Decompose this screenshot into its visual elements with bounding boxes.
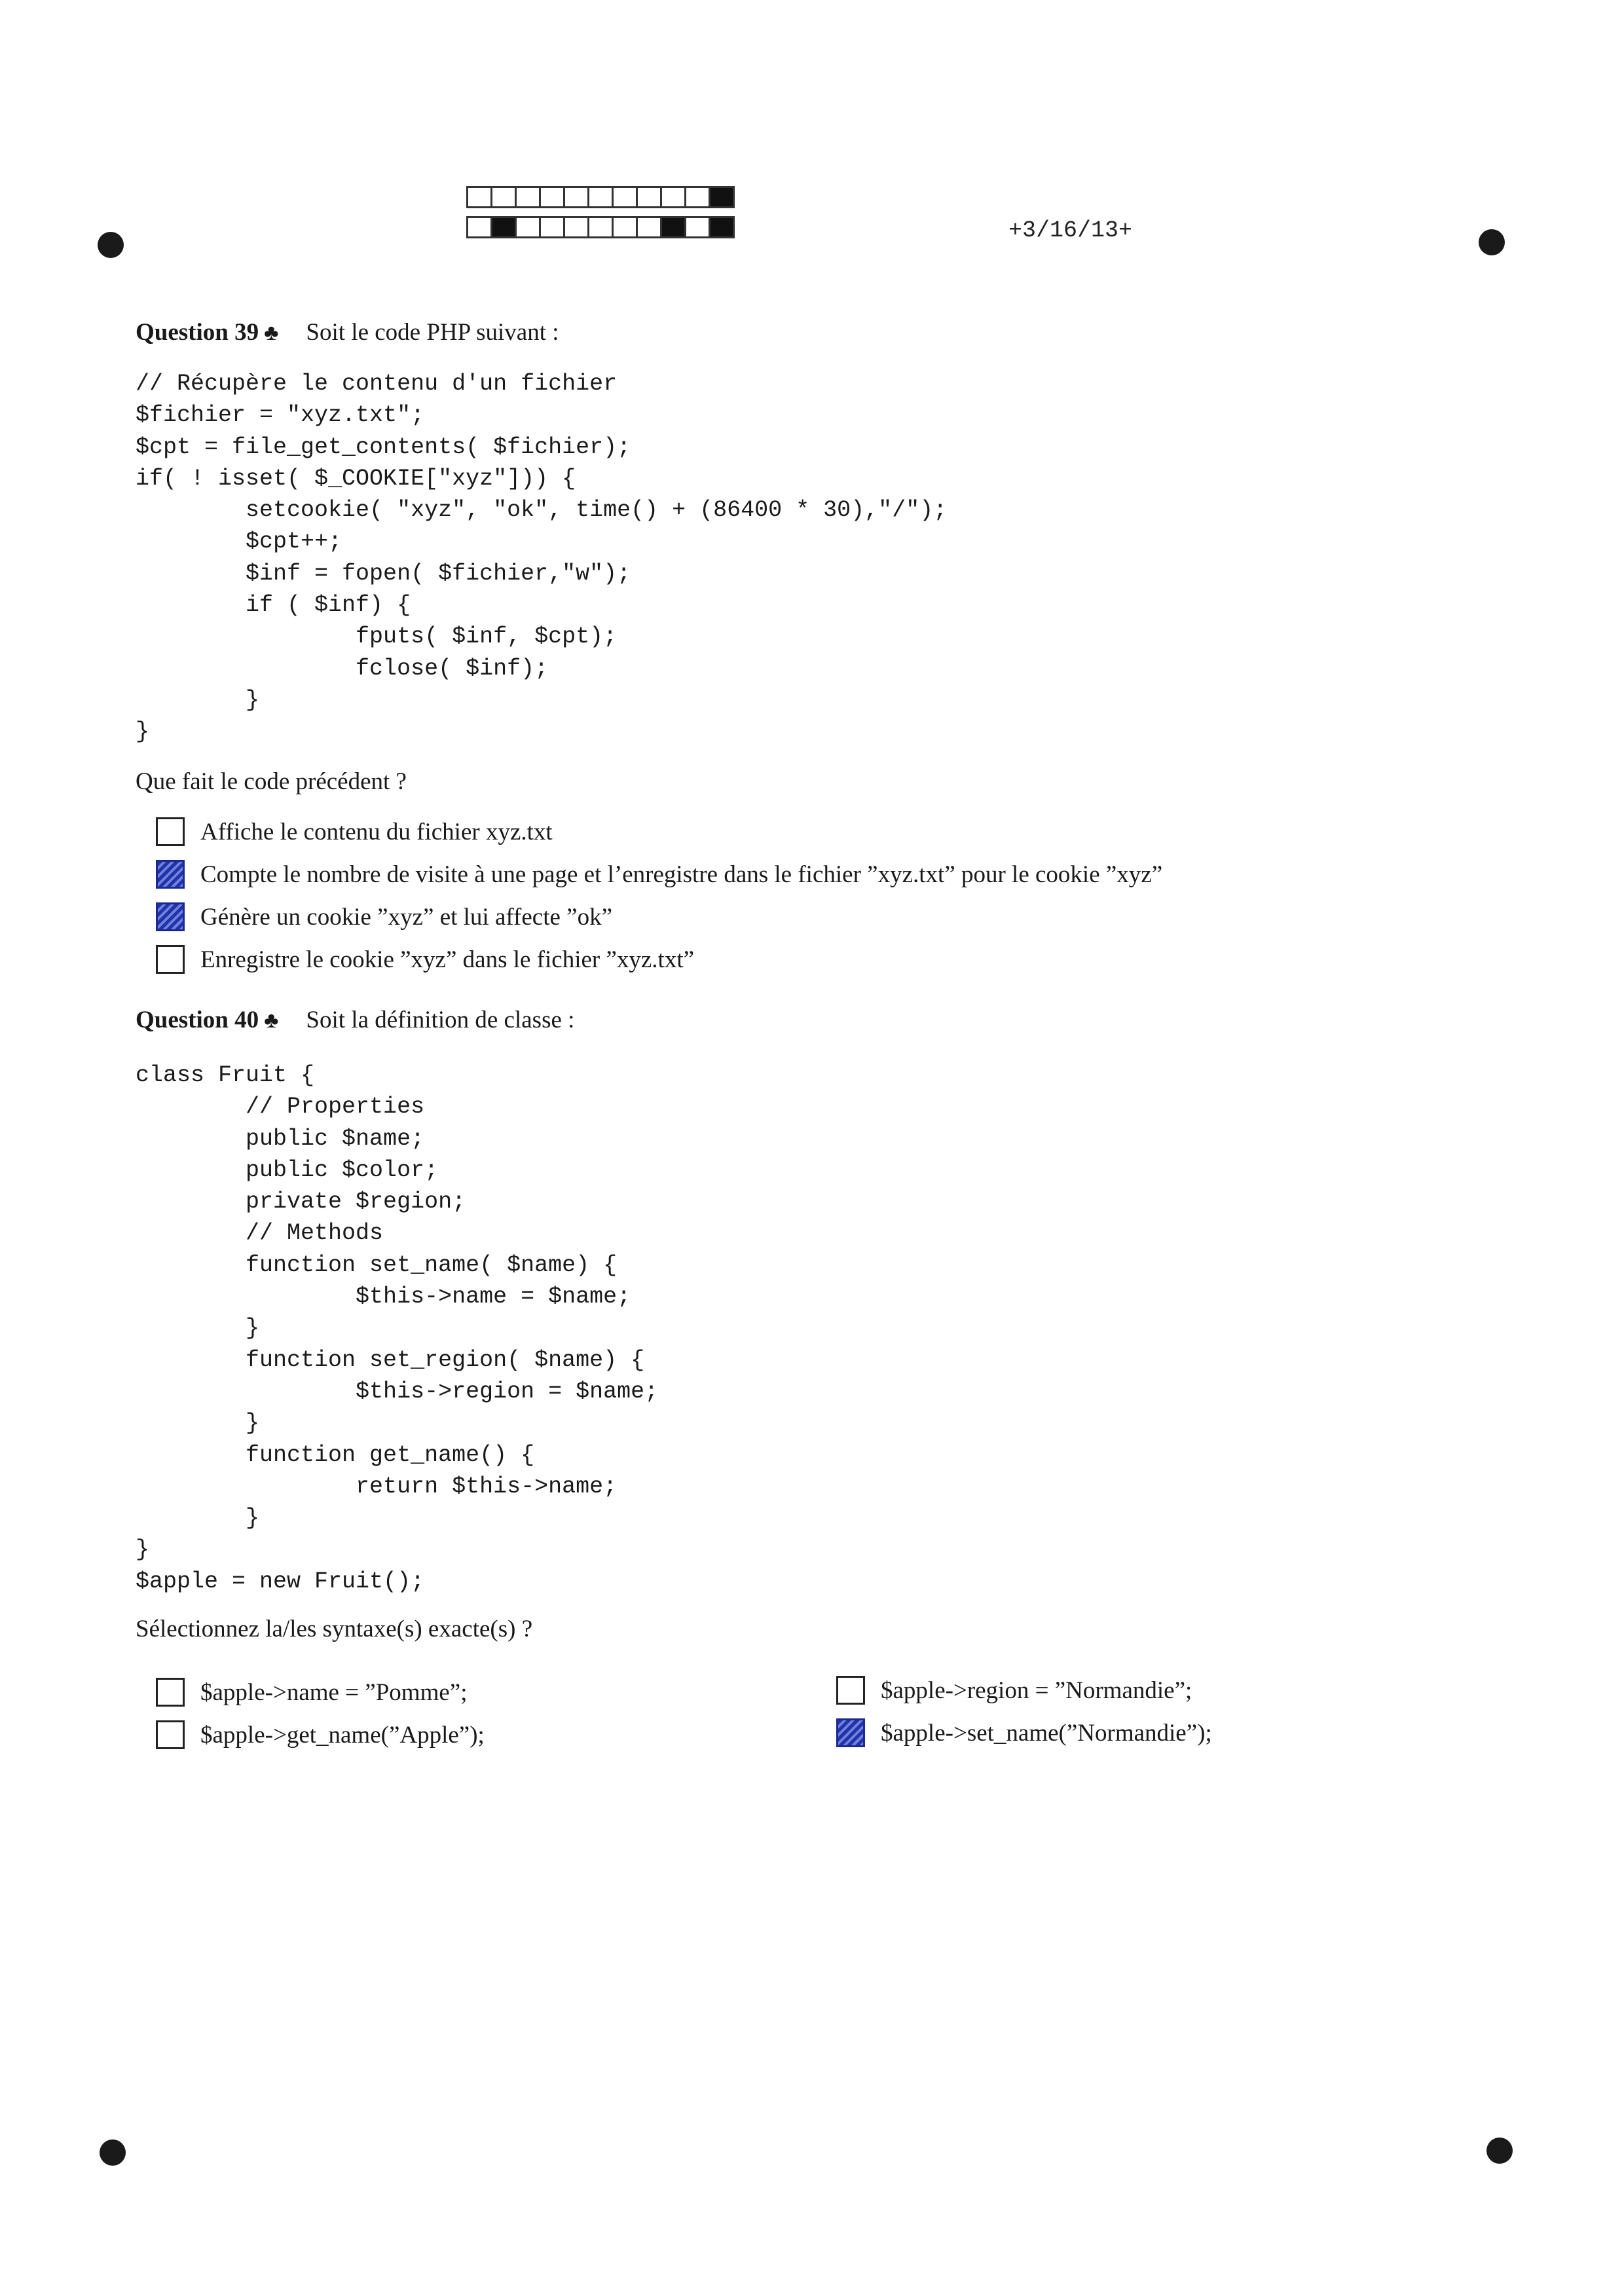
registration-mark-bottom-left xyxy=(100,2139,126,2166)
q40-option-3[interactable] xyxy=(836,1676,1192,1705)
q39-option-1-checkbox[interactable] xyxy=(156,817,185,846)
barcode-cell xyxy=(587,216,614,238)
barcode-cell xyxy=(563,216,589,238)
barcode-cell xyxy=(563,186,589,208)
question-40-label: Question 40 xyxy=(136,1007,259,1033)
club-icon: ♣ xyxy=(264,1009,279,1033)
q40-option-4-label: $apple->set_name(”Normandie”); xyxy=(881,1719,1212,1747)
question-39-header xyxy=(136,318,559,346)
q39-option-3-checkbox[interactable] xyxy=(156,902,185,931)
q39-option-4-checkbox[interactable] xyxy=(156,945,185,974)
q39-option-2-label: Compte le nombre de visite à une page et l’enregistre dans le fichier ”xyz.txt” pour le cookie ”xyz” xyxy=(200,861,1163,888)
barcode-cell xyxy=(612,186,638,208)
q39-option-2[interactable] xyxy=(156,860,1162,889)
q40-option-2-checkbox[interactable] xyxy=(156,1720,185,1749)
barcode-cell xyxy=(709,216,735,238)
question-39-code: // Récupère le contenu d'un fichier $fichier = "xyz.txt"; $cpt = file_get_contents( $fichier); if( ! isset( $_COOKIE["xyz"])) { setcookie( "xyz", "ok", time() + (86400 * 30),"/"); $cpt++; $inf = fopen( $fichier,"w"); if ( $inf) { fputs( $inf, $cpt); fclose( $inf); } } xyxy=(136,371,948,745)
question-40-prompt: Sélectionnez la/les syntaxe(s) exacte(s) ? xyxy=(136,1616,533,1642)
barcode-top-row xyxy=(466,186,733,208)
barcode-cell xyxy=(660,216,686,238)
q40-option-2[interactable] xyxy=(156,1720,485,1749)
q39-option-4[interactable] xyxy=(156,945,694,974)
barcode-cell xyxy=(587,186,614,208)
barcode-cell xyxy=(612,216,638,238)
barcode-cell xyxy=(466,216,492,238)
q40-option-3-label: $apple->region = ”Normandie”; xyxy=(881,1676,1192,1704)
q39-option-1[interactable] xyxy=(156,817,553,846)
barcode-cell xyxy=(466,186,492,208)
barcode-cell xyxy=(684,186,710,208)
q40-option-2-label: $apple->get_name(”Apple”); xyxy=(200,1721,485,1749)
barcode-cell xyxy=(636,186,662,208)
q39-option-2-checkbox[interactable] xyxy=(156,860,185,889)
barcode-cell xyxy=(660,186,686,208)
page-identifier: +3/16/13+ xyxy=(1008,217,1133,244)
question-39-prompt: Que fait le code précédent ? xyxy=(136,768,407,795)
q40-option-4-checkbox[interactable] xyxy=(836,1718,865,1747)
barcode-cell xyxy=(636,216,662,238)
q40-option-1-label: $apple->name = ”Pomme”; xyxy=(200,1678,468,1706)
barcode-cell xyxy=(684,216,710,238)
q39-option-4-label: Enregistre le cookie ”xyz” dans le fichier ”xyz.txt” xyxy=(200,946,695,973)
club-icon: ♣ xyxy=(264,321,279,345)
barcode-cell xyxy=(490,216,517,238)
q40-option-1[interactable] xyxy=(156,1678,468,1707)
registration-mark-bottom-right xyxy=(1486,2138,1513,2164)
q40-option-1-checkbox[interactable] xyxy=(156,1678,185,1707)
question-39-label: Question 39 xyxy=(136,319,259,346)
barcode-bottom-row xyxy=(466,216,733,238)
q39-option-3[interactable] xyxy=(156,902,612,931)
question-40-intro: Soit la définition de classe : xyxy=(306,1007,575,1033)
barcode-cell xyxy=(539,186,565,208)
question-40-code: class Fruit { // Properties public $name; public $color; private $region; // Methods function set_name( $name) { $this->name = $name; } function set_region( $name) { $this->region = $name; } function get_name() { return $this->name; } } $apple = new Fruit(); xyxy=(136,1062,659,1595)
barcode-cell xyxy=(515,216,541,238)
barcode-cell xyxy=(490,186,517,208)
barcode-cell xyxy=(709,186,735,208)
question-39-intro: Soit le code PHP suivant : xyxy=(306,319,559,346)
barcode-cell xyxy=(539,216,565,238)
registration-mark-top-right xyxy=(1479,229,1505,255)
q39-option-1-label: Affiche le contenu du fichier xyz.txt xyxy=(200,818,553,845)
barcode-cell xyxy=(515,186,541,208)
question-40-header xyxy=(136,1006,574,1034)
q39-option-3-label: Génère un cookie ”xyz” et lui affecte ”ok” xyxy=(200,903,612,931)
registration-mark-top-left xyxy=(98,232,124,258)
q40-option-4[interactable] xyxy=(836,1718,1212,1747)
q40-option-3-checkbox[interactable] xyxy=(836,1676,865,1705)
